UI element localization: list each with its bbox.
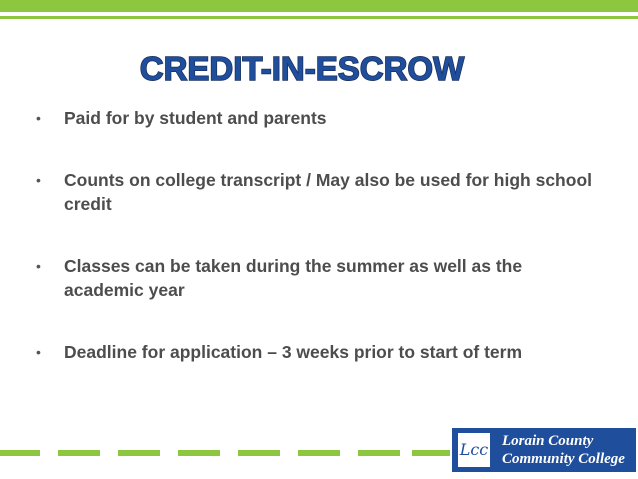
bullet-text: Counts on college transcript / May also be used for high school credit: [64, 170, 592, 214]
logo-line-1: Lorain County: [502, 433, 594, 449]
top-green-line: [0, 16, 638, 19]
college-logo: [452, 428, 636, 472]
bullet-text: Classes can be taken during the summer as well as the academic year: [64, 256, 523, 300]
bullet-item: [36, 340, 596, 364]
bullet-marker: •: [36, 110, 41, 126]
divider-dash: [412, 450, 450, 456]
divider-dash: [178, 450, 220, 456]
divider-dash: [58, 450, 100, 456]
top-green-bar: [0, 0, 638, 12]
bullet-text: Paid for by student and parents: [64, 108, 327, 128]
bullet-marker: •: [36, 172, 41, 188]
divider-dash: [238, 450, 280, 456]
logo-wordmark: [502, 432, 625, 468]
bullet-item: [36, 254, 596, 302]
slide-title-text: CREDIT-IN-ESCROW: [139, 50, 465, 87]
logo-mark-text: Lcc: [459, 440, 489, 459]
divider-dash: [118, 450, 160, 456]
lcc-logo-icon: [458, 433, 490, 467]
bullet-item: [36, 168, 596, 216]
bullet-marker: •: [36, 344, 41, 360]
divider-dash: [298, 450, 340, 456]
slide-title: [0, 46, 600, 88]
divider-dash: [358, 450, 400, 456]
green-dash-divider: [0, 450, 450, 456]
slide-title-graphic: [132, 46, 472, 90]
logo-line-2: Community College: [502, 451, 625, 467]
bullet-item: [36, 106, 596, 130]
bullet-text: Deadline for application – 3 weeks prior to start of term: [64, 342, 523, 362]
bullet-marker: •: [36, 258, 41, 274]
divider-dash: [0, 450, 40, 456]
